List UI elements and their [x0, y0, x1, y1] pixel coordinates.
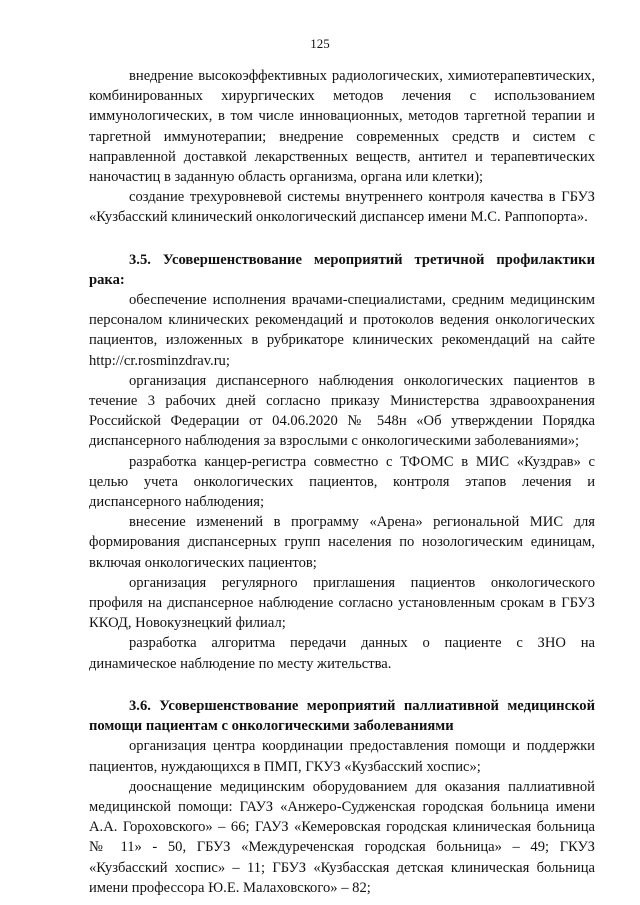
section-spacer	[89, 228, 595, 250]
section-heading-3-6: 3.6. Усовершенствование мероприятий паллиативной медицинской помощи пациентам с онкологическими заболеваниями	[89, 697, 595, 735]
paragraph-dispensary-observation: организация диспансерного наблюдения онкологических пациентов в течение 3 рабочих дней согласно приказу Министерства здравоохранения Российской Федерации от 04.06.2020 № 548н «Об утверждении Порядка диспансерного наблюдения за взрослыми с онкологическими заболеваниями»;	[89, 372, 595, 450]
paragraph-data-transfer-algorithm: разработка алгоритма передачи данных о пациенте с ЗНО на динамическое наблюдение по месту жительства.	[89, 635, 595, 672]
paragraph-patient-invitation: организация регулярного приглашения пациентов онкологического профиля на диспансерное наблюдение согласно установленным срокам в ГБУЗ ККОД, Новокузнецкий филиал;	[89, 574, 595, 632]
paragraph-cancer-registry: разработка канцер-регистра совместно с ТФОМС в МИС «Куздрав» с целью учета онкологических пациентов, контроля этапов лечения и диспансерного наблюдения;	[89, 453, 595, 511]
section-heading-3-5: 3.5. Усовершенствование мероприятий третичной профилактики рака:	[89, 251, 595, 288]
page-number: 125	[310, 36, 330, 51]
paragraph-equipment: дооснащение медицинским оборудованием для оказания паллиативной медицинской помощи: ГАУЗ «Анжеро-Судженская городская больница имени А.А. Гороховского» – 66; ГАУЗ «Кемеровская городская клиническая больница № 11» - 50, ГБУЗ «Междуреченская городская больница» – 49; ГКУЗ «Кузбасский хоспис» – 11; ГБУЗ «Кузбасская детская клиническая больница имени профессора Ю.Е. Малаховского» – 82;	[89, 778, 595, 896]
paragraph-arena-program: внесение изменений в программу «Арена» региональной МИС для формирования диспансерных групп населения по нозологическим единицам, включая онкологических пациентов;	[89, 514, 595, 571]
paragraph-radiology: внедрение высокоэффективных радиологических, химиотерапевтических, комбинированных хирургических методов лечения с использованием иммунологических, в том числе инновационных, методов таргетной терапии и таргетной иммунотерапии; внедрение современных средств и систем с направленной доставкой лекарственных веществ, антител и терапевтических наночастиц в заданную область организма, органа или клетки);	[89, 68, 595, 186]
section-spacer	[89, 674, 595, 696]
paragraph-clinical-guidelines: обеспечение исполнения врачами-специалистами, средним медицинским персоналом клинических рекомендаций и протоколов ведения онкологических пациентов, изложенных в рубрикаторе клинических рекомендаций на сайте http://cr.rosminzdrav.ru;	[89, 292, 595, 369]
paragraph-quality-control: создание трехуровневой системы внутреннего контроля качества в ГБУЗ «Кузбасский клинический онкологический диспансер имени М.С. Раппопорта».	[89, 189, 595, 226]
paragraph-coordination-center: организация центра координации предоставления помощи и поддержки пациентов, нуждающихся в ПМП, ГКУЗ «Кузбасский хоспис»;	[89, 738, 595, 775]
document-body	[89, 66, 595, 898]
